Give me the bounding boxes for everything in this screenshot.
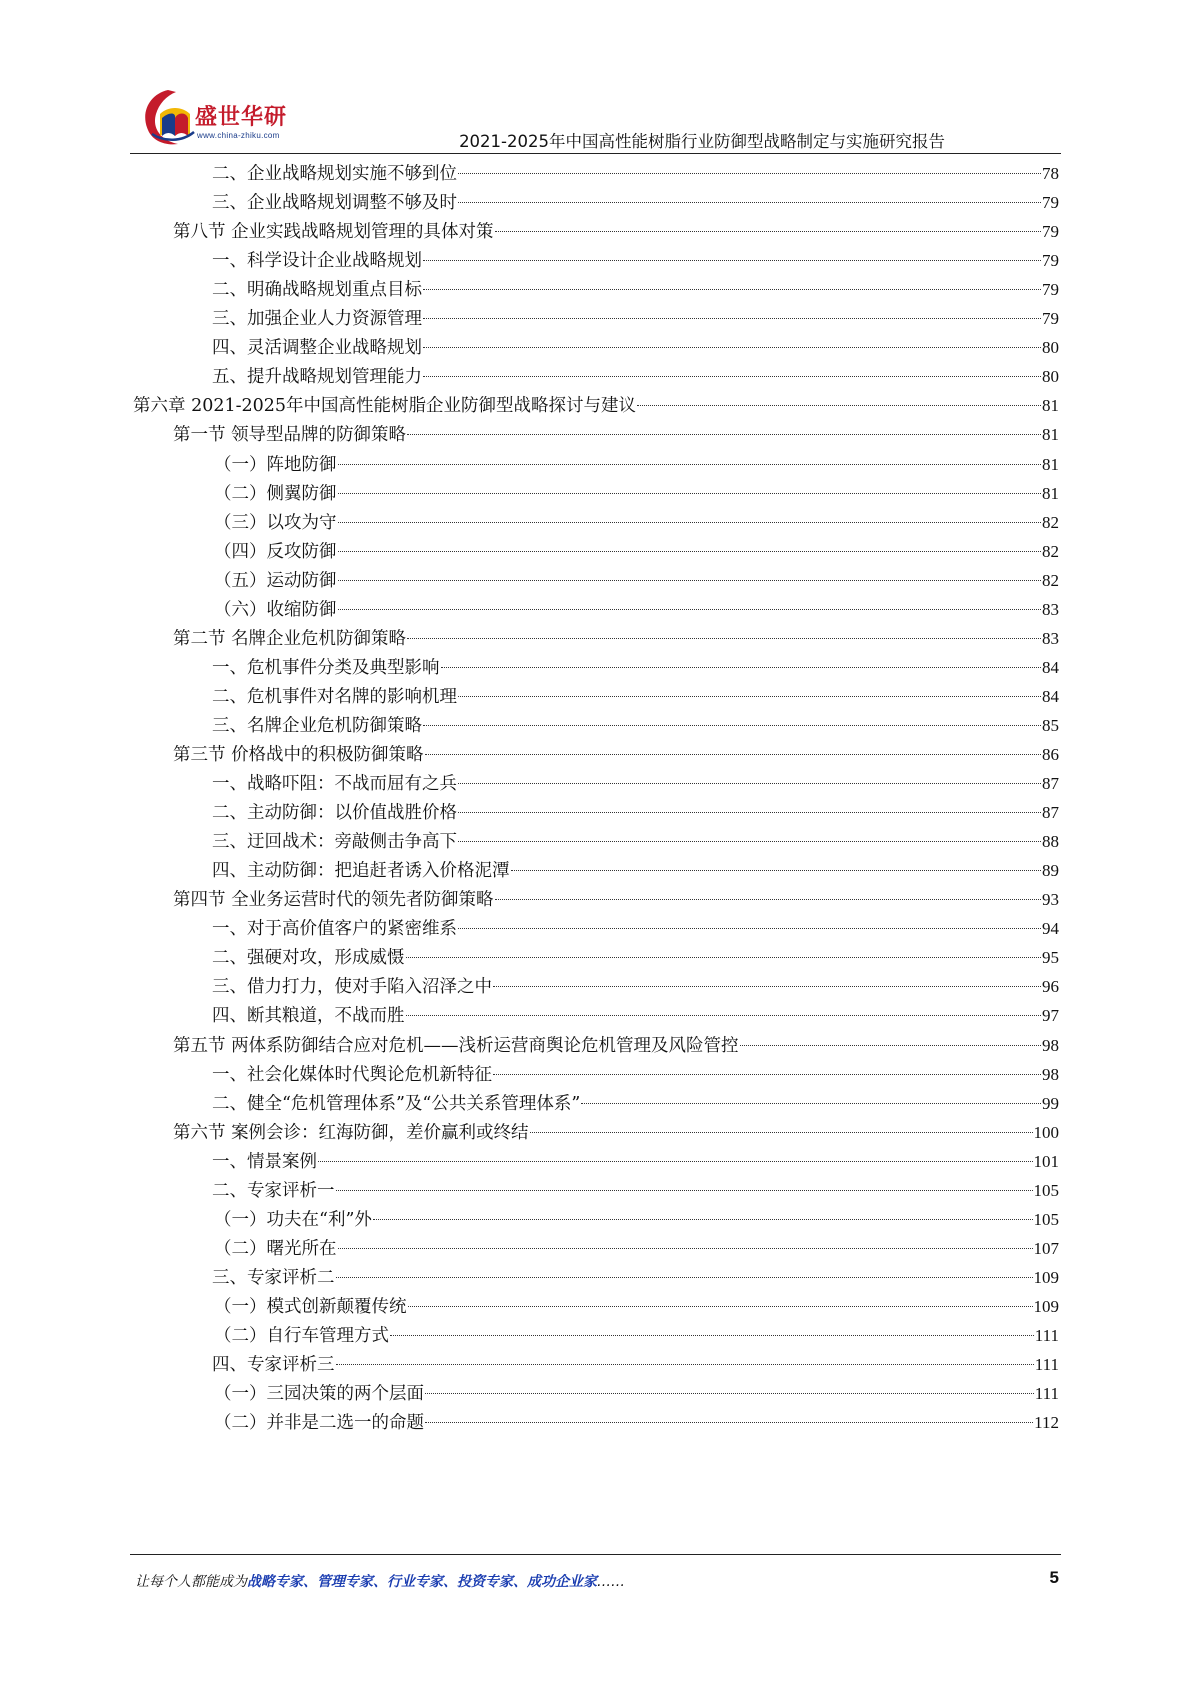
toc-entry-page: 105 [1033, 1209, 1059, 1229]
toc-entry-page: 79 [1042, 309, 1059, 329]
toc-entry-page: 79 [1042, 251, 1059, 271]
toc-entry-page: 82 [1042, 512, 1059, 532]
toc-leader-dots [336, 1364, 1034, 1365]
toc-entry-title: （四）反攻防御 [214, 541, 337, 562]
toc-entry-page: 79 [1042, 222, 1059, 242]
toc-entry-title: 第六章 2021-2025年中国高性能树脂企业防御型战略探讨与建议 [133, 396, 637, 417]
toc-entry-page: 94 [1042, 919, 1059, 939]
toc-entry-title: 二、主动防御：以价值战胜价格 [212, 803, 457, 824]
toc-entry[interactable] [212, 913, 1059, 944]
toc-entry-title: 一、战略吓阻：不战而屈有之兵 [212, 774, 457, 795]
toc-entry[interactable] [173, 216, 1059, 247]
toc-entry[interactable] [214, 478, 1059, 509]
toc-leader-dots [530, 1132, 1033, 1133]
toc-entry-page: 81 [1042, 483, 1059, 503]
toc-entry-title: 三、企业战略规划调整不够及时 [212, 193, 457, 214]
toc-entry-title: 五、提升战略规划管理能力 [212, 367, 422, 388]
toc-entry-page: 80 [1042, 338, 1059, 358]
toc-entry-title: 四、断其粮道，不战而胜 [212, 1006, 405, 1027]
toc-entry[interactable] [214, 507, 1059, 538]
toc-entry[interactable] [212, 942, 1059, 973]
toc-entry-page: 83 [1042, 599, 1059, 619]
toc-entry-title: 二、企业战略规划实施不够到位 [212, 164, 457, 184]
toc-entry[interactable] [212, 361, 1059, 392]
toc-entry-title: 四、专家评析三 [212, 1355, 335, 1376]
toc-entry[interactable] [214, 449, 1059, 480]
toc-entry[interactable] [173, 884, 1059, 915]
toc-entry[interactable] [173, 419, 1059, 450]
toc-entry[interactable] [214, 1204, 1059, 1235]
toc-entry-page: 93 [1042, 890, 1059, 910]
toc-entry[interactable] [212, 826, 1059, 857]
toc-entry-page: 86 [1042, 745, 1059, 764]
toc-entry[interactable] [212, 768, 1059, 799]
header-divider [130, 153, 1061, 154]
toc-entry[interactable] [212, 1000, 1059, 1031]
footer-prefix: 让每个人都能成为 [135, 1574, 247, 1590]
toc-leader-dots [458, 928, 1041, 929]
toc-entry[interactable] [212, 681, 1059, 712]
toc-leader-dots [458, 202, 1041, 203]
toc-entry-page: 99 [1042, 1093, 1059, 1113]
toc-leader-dots [423, 260, 1041, 261]
toc-leader-dots [425, 754, 1041, 755]
toc-entry-title: 三、加强企业人力资源管理 [212, 309, 422, 330]
toc-entry-page: 88 [1042, 832, 1059, 852]
toc-leader-dots [338, 580, 1042, 581]
toc-leader-dots [493, 986, 1041, 987]
toc-leader-dots [581, 1103, 1041, 1104]
toc-entry[interactable] [212, 158, 1059, 189]
toc-leader-dots [458, 783, 1041, 784]
toc-leader-dots [441, 667, 1042, 668]
toc-entry-title: 第四节 全业务运营时代的领先者防御策略 [173, 890, 494, 911]
toc-entry-title: （五）运动防御 [214, 570, 337, 591]
toc-entry-title: （一）模式创新颠覆传统 [214, 1296, 407, 1317]
toc-leader-dots [406, 1015, 1042, 1016]
toc-entry-title: 三、迂回战术：旁敲侧击争高下 [212, 832, 457, 853]
toc-entry-title: 第一节 领导型品牌的防御策略 [173, 425, 407, 446]
toc-entry[interactable] [212, 1262, 1059, 1293]
footer-highlight: 战略专家、管理专家、行业专家、投资专家、成功企业家 [247, 1574, 597, 1590]
toc-entry-title: 第三节 价格战中的积极防御策略 [173, 745, 424, 765]
toc-entry[interactable] [212, 245, 1059, 276]
toc-leader-dots [458, 696, 1041, 697]
toc-leader-dots [338, 551, 1042, 552]
toc-leader-dots [423, 347, 1041, 348]
toc-entry-page: 85 [1042, 715, 1059, 735]
toc-entry-page: 98 [1042, 1064, 1059, 1084]
toc-entry[interactable] [212, 1146, 1059, 1177]
toc-entry-page: 84 [1042, 686, 1059, 706]
toc-entry-page: 87 [1042, 803, 1059, 823]
toc-leader-dots [495, 899, 1041, 900]
toc-entry-page: 96 [1042, 977, 1059, 997]
toc-entry-title: （一）功夫在“利”外 [214, 1209, 372, 1230]
toc-entry[interactable] [214, 1291, 1059, 1322]
toc-entry[interactable] [214, 594, 1059, 625]
toc-entry-page: 112 [1034, 1413, 1059, 1433]
toc-leader-dots [637, 405, 1041, 406]
toc-entry[interactable] [212, 652, 1059, 683]
toc-leader-dots [511, 870, 1042, 871]
toc-leader-dots [338, 464, 1042, 465]
toc-entry[interactable] [212, 797, 1059, 828]
toc-entry-title: 第六节 案例会诊：红海防御，差价赢利或终结 [173, 1122, 529, 1143]
toc-leader-dots [336, 1190, 1033, 1191]
toc-entry-title: （六）收缩防御 [214, 599, 337, 620]
toc-leader-dots [336, 1277, 1033, 1278]
toc-leader-dots [338, 1248, 1033, 1249]
toc-leader-dots [425, 1393, 1034, 1394]
toc-entry-page: 105 [1033, 1180, 1059, 1200]
toc-entry[interactable] [212, 855, 1059, 886]
toc-entry[interactable] [212, 1059, 1059, 1090]
toc-entry-title: 二、专家评析一 [212, 1180, 335, 1201]
page-number: 5 [1049, 1568, 1059, 1587]
toc-entry-title: （二）并非是二选一的命题 [214, 1413, 424, 1434]
toc-entry[interactable] [173, 1117, 1059, 1148]
toc-entry-page: 109 [1033, 1267, 1059, 1287]
toc-entry[interactable] [173, 623, 1059, 654]
toc-entry-page: 100 [1033, 1122, 1059, 1142]
toc-leader-dots [406, 957, 1042, 958]
toc-entry-title: 一、社会化媒体时代舆论危机新特征 [212, 1064, 492, 1085]
toc-entry-page: 80 [1042, 367, 1059, 387]
toc-entry-page: 81 [1042, 454, 1059, 474]
toc-entry-title: 一、对于高价值客户的紧密维系 [212, 919, 457, 940]
toc-entry[interactable] [214, 536, 1059, 567]
toc-entry-title: （一）三园决策的两个层面 [214, 1384, 424, 1405]
toc-entry-page: 81 [1042, 396, 1059, 416]
toc-leader-dots [318, 1161, 1033, 1162]
toc-entry-title: 二、健全“危机管理体系”及“公共关系管理体系” [212, 1093, 581, 1114]
toc-entry-title: 三、名牌企业危机防御策略 [212, 715, 422, 736]
toc-entry-title: 四、主动防御：把追赶者诱入价格泥潭 [212, 861, 510, 882]
toc-entry-page: 82 [1042, 570, 1059, 590]
toc-entry-title: 二、明确战略规划重点目标 [212, 280, 422, 301]
footer-slogan [135, 1571, 625, 1591]
toc-entry-page: 89 [1042, 861, 1059, 881]
toc-entry-page: 101 [1033, 1151, 1059, 1171]
toc-entry-page: 79 [1042, 280, 1059, 300]
toc-leader-dots [338, 522, 1042, 523]
toc-leader-dots [495, 231, 1041, 232]
toc-leader-dots [458, 841, 1041, 842]
toc-entry[interactable] [212, 332, 1059, 363]
toc-entry-page: 111 [1034, 1326, 1059, 1345]
toc-entry-title: （二）曙光所在 [214, 1238, 337, 1259]
toc-entry-title: 一、危机事件分类及典型影响 [212, 657, 440, 678]
toc-leader-dots [338, 493, 1042, 494]
toc-leader-dots [423, 318, 1041, 319]
toc-entry-page: 87 [1042, 774, 1059, 794]
toc-entry-title: 一、情景案例 [212, 1151, 317, 1172]
toc-entry-title: 第五节 两体系防御结合应对危机——浅析运营商舆论危机管理及风险管控 [173, 1035, 739, 1056]
toc-entry-page: 95 [1042, 948, 1059, 968]
toc-entry-page: 78 [1042, 164, 1059, 183]
toc-entry-page: 82 [1042, 541, 1059, 561]
toc-leader-dots [423, 289, 1041, 290]
toc-entry-page: 111 [1034, 1355, 1059, 1375]
toc-entry[interactable] [212, 710, 1059, 741]
toc-entry[interactable] [214, 1407, 1059, 1438]
toc-entry-page: 81 [1042, 425, 1059, 445]
toc-entry[interactable] [212, 187, 1059, 218]
toc-leader-dots [408, 1306, 1033, 1307]
toc-entry-title: （二）侧翼防御 [214, 483, 337, 504]
toc-entry[interactable] [214, 1378, 1059, 1409]
toc-leader-dots [423, 725, 1041, 726]
toc-leader-dots [407, 434, 1041, 435]
toc-entry-title: 三、借力打力，使对手陷入沼泽之中 [212, 977, 492, 998]
toc-leader-dots [423, 376, 1041, 377]
toc-entry-title: （一）阵地防御 [214, 454, 337, 475]
toc-entry-title: 四、灵活调整企业战略规划 [212, 338, 422, 359]
toc-entry-page: 107 [1033, 1238, 1059, 1258]
toc-entry[interactable] [173, 1030, 1059, 1061]
logo-url: www.china-zhiku.com [197, 131, 280, 140]
toc-entry[interactable] [212, 1088, 1059, 1119]
toc-entry[interactable] [212, 1175, 1059, 1206]
footer-suffix: …… [597, 1574, 625, 1590]
toc-entry[interactable] [214, 1320, 1059, 1351]
toc-entry-page: 83 [1042, 628, 1059, 648]
toc-entry-title: 三、专家评析二 [212, 1267, 335, 1288]
toc-entry-page: 79 [1042, 193, 1059, 213]
toc-entry-title: 二、强硬对攻，形成威慑 [212, 948, 405, 969]
toc-entry[interactable] [133, 390, 1059, 421]
toc-entry-page: 97 [1042, 1006, 1059, 1026]
report-title: 2021-2025年中国高性能树脂行业防御型战略制定与实施研究报告 [459, 132, 945, 151]
toc-entry[interactable] [212, 274, 1059, 305]
toc-leader-dots [373, 1219, 1033, 1220]
toc-entry-title: （二）自行车管理方式 [214, 1326, 389, 1346]
toc-entry-title: 第八节 企业实践战略规划管理的具体对策 [173, 222, 494, 243]
toc-entry-page: 111 [1034, 1384, 1059, 1404]
toc-leader-dots [493, 1074, 1041, 1075]
toc-entry-title: 二、危机事件对名牌的影响机理 [212, 686, 457, 707]
toc-entry[interactable] [214, 565, 1059, 596]
toc-leader-dots [338, 609, 1042, 610]
toc-entry[interactable] [173, 739, 1059, 770]
toc-entry[interactable] [212, 971, 1059, 1002]
toc-entry-page: 84 [1042, 657, 1059, 677]
logo-name: 盛世华研 [195, 105, 288, 130]
toc-entry[interactable] [214, 1233, 1059, 1264]
toc-entry-title: 第二节 名牌企业危机防御策略 [173, 628, 407, 649]
toc-entry-page: 109 [1033, 1296, 1059, 1316]
toc-entry[interactable] [212, 303, 1059, 334]
toc-leader-dots [458, 173, 1041, 174]
toc-entry-page: 98 [1042, 1035, 1059, 1055]
toc-leader-dots [390, 1335, 1034, 1336]
footer-divider [130, 1554, 1061, 1555]
toc-leader-dots [407, 638, 1041, 639]
toc-leader-dots [425, 1422, 1033, 1423]
toc-entry-title: 一、科学设计企业战略规划 [212, 251, 422, 272]
toc-leader-dots [740, 1045, 1041, 1046]
toc-entry-title: （三）以攻为守 [214, 512, 337, 533]
toc-entry[interactable] [212, 1349, 1059, 1380]
toc-leader-dots [458, 812, 1041, 813]
